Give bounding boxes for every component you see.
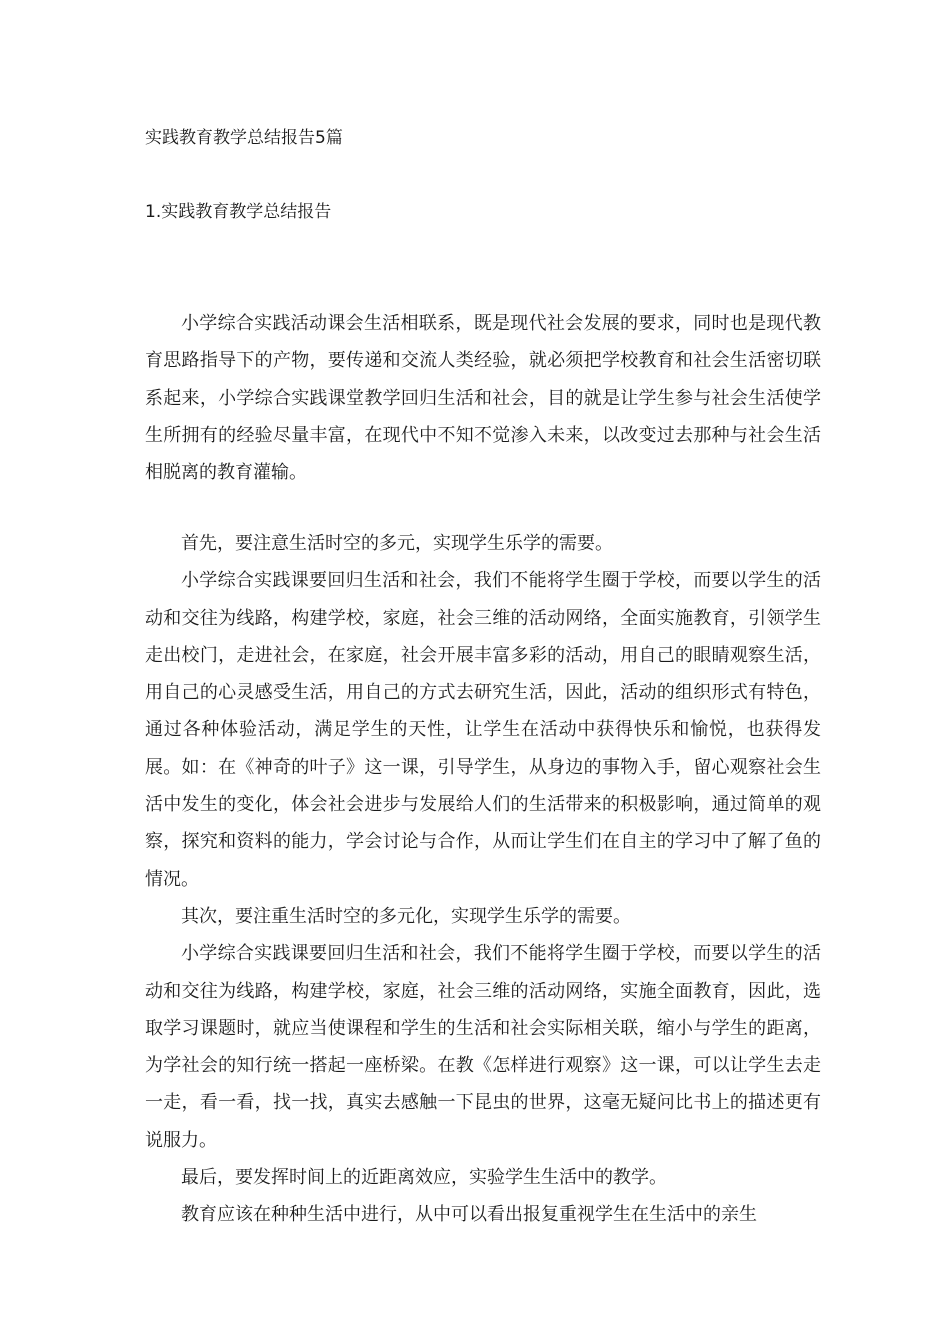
paragraph-third-detail: 教育应该在种种生活中进行，从中可以看出报复重视学生在生活中的亲生 <box>181 1204 757 1226</box>
paragraph-first-detail: 小学综合实践课要回归生活和社会，我们不能将学生圈于学校，而要以学生的活动和交往为线路，构建学校，家庭，社会三维的活动网络，全面实施教育，引领学生走出校门，走进社会，在家庭，社会开展丰富多彩的活动，用自己的眼睛观察生活，用自己的心灵感受生活，用自己的方式去研究生活，因此，活动的组织形式有特色，通过各种体验活动，满足学生的天性，让学生在活动中获得快乐和愉悦，也获得发展。如：在《神奇的叶子》这一课，引导学生，从身边的事物入手，留心观察社会生活中发生的变化，体会社会进步与发展给人们的生活带来的积极影响，通过简单的观察，探究和资料的能力，学会讨论与合作，从而让学生们在自主的学习中了解了鱼的情况。 <box>145 570 821 890</box>
body-block <box>145 525 821 1234</box>
paragraph-intro: 小学综合实践活动课会生活相联系，既是现代社会发展的要求，同时也是现代教育思路指导下的产物，要传递和交流人类经验，就必须把学校教育和社会生活密切联系起来，小学综合实践课堂教学回归生活和社会，目的就是让学生参与社会生活使学生所拥有的经验尽量丰富，在现代中不知不觉渗入未来，以改变过去那种与社会生活相脱离的教育灌输。 <box>145 313 821 484</box>
paragraph-second-point: 其次，要注重生活时空的多元化，实现学生乐学的需要。 <box>181 905 631 927</box>
paragraph-first-point: 首先，要注意生活时空的多元，实现学生乐学的需要。 <box>181 533 613 554</box>
section-title: 1.实践教育教学总结报告 <box>145 202 332 222</box>
paragraph-second-detail: 小学综合实践课要回归生活和社会，我们不能将学生圈于学校，而要以学生的活动和交往为线路，构建学校，家庭，社会三维的活动网络，实施全面教育，因此，选取学习课题时，就应当使课程和学生的生活和社会实际相关联，缩小与学生的距离，为学社会的知行统一搭起一座桥梁。在教《怎样进行观察》这一课，可以让学生去走一走，看一看，找一找，真实去感触一下昆虫的世界，这毫无疑问比书上的描述更有说服力。 <box>145 943 821 1151</box>
document-title: 实践教育教学总结报告5篇 <box>145 128 343 148</box>
paragraph-third-point: 最后，要发挥时间上的近距离效应，实验学生生活中的教学。 <box>181 1167 667 1189</box>
